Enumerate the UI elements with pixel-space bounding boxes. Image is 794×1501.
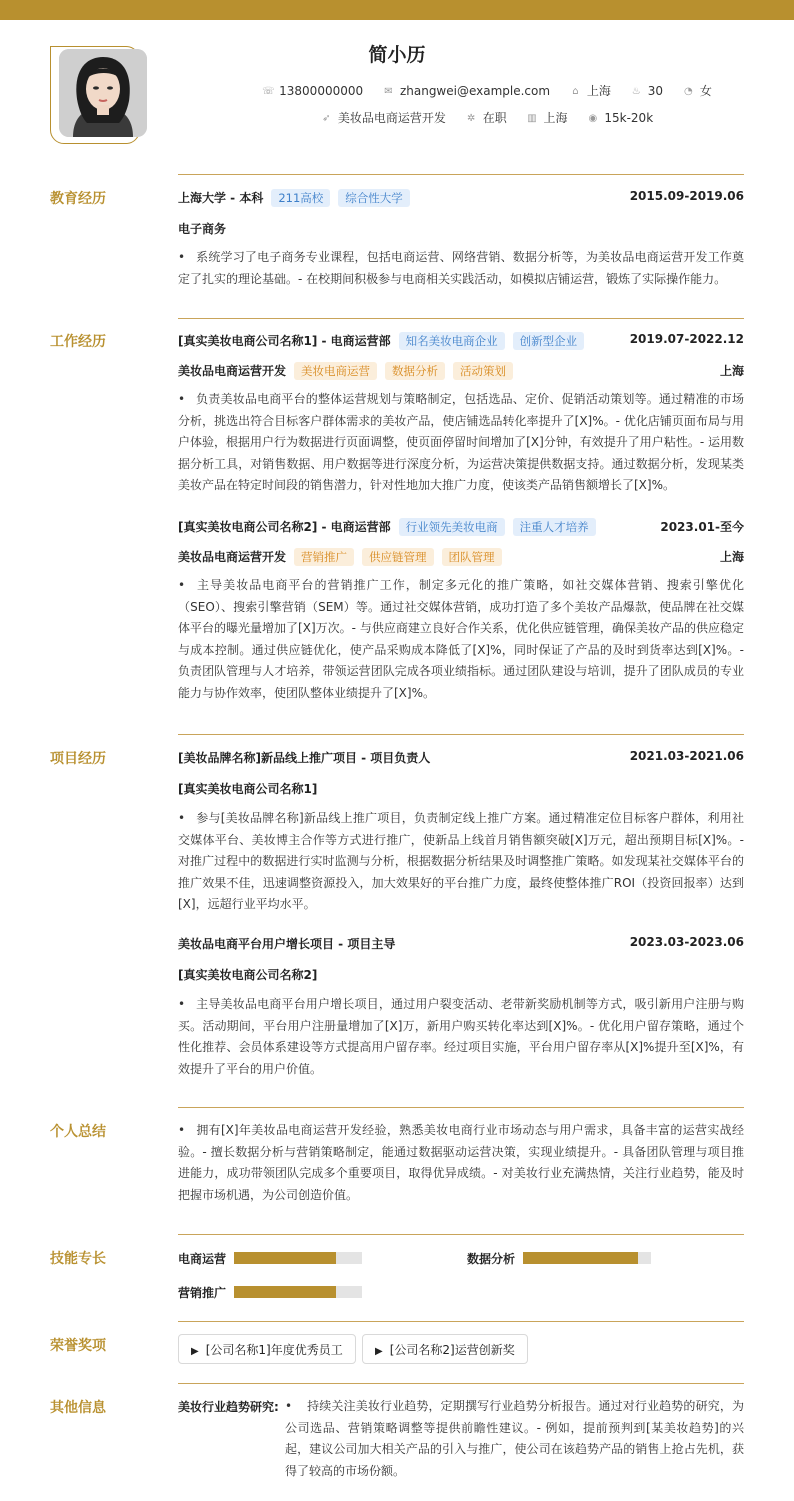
skill-tag: 供应链管理: [362, 548, 434, 566]
project-name: [美妆品牌名称]新品线上推广项目 - 项目负责人: [178, 751, 431, 765]
age-item: [631, 84, 663, 98]
candidate-name: 简小历: [368, 44, 426, 66]
home-icon: ⌂: [572, 86, 579, 97]
project-name: 美妆品电商平台用户增长项目 - 项目主导: [178, 937, 396, 951]
project-period: 2023.03-2023.06: [629, 935, 744, 949]
work-description-1: • 负责美妆品电商平台的整体运营规划与策略制定，包括选品、定价、促销活动策划等。通过精准的市场分析，挑选出符合目标客户群体需求的美妆产品，使店铺选品转化率提升了[X]%。- 优化店铺页面布局与用户体验，根据用户行为数据进行页面调整，使页面停留时间增加了[X]分钟，有效提升了用户粘性。- 运用数据分析工具，对销售数据、用户数据等进行深度分析，为运营决策提供数据支持。通过数据分析，发现某类美妆产品在特定时间段的销售潜力，针对性地加大推广力度，使该类产品销售额增长了[X]%。: [178, 392, 744, 492]
skill-bar: [234, 1286, 362, 1298]
cake-icon: ♨: [631, 86, 641, 97]
project-period: 2021.03-2021.06: [629, 749, 744, 763]
work-desc-text: 负责美妆品电商平台的整体运营规划与策略制定，包括选品、定价、促销活动策划等。通过精准的市场分析，挑选出符合目标客户群体需求的美妆产品，使店铺选品转化率提升了[X]%。- 优化店铺页面布局与用户体验，根据用户行为数据进行页面调整，使页面停留时间增加了[X]分钟，有效提升了用户粘性。- 运用数据分析工具，对销售数据、用户数据等进行深度分析，为运营决策提供数据支持。通过数据分析，发现某类美妆产品在特定时间段的销售潜力，针对性地加大推广力度，使该类产品销售额增长了[X]%。: [178, 392, 744, 492]
coin-icon: ◉: [588, 113, 598, 124]
education-header: [178, 189, 744, 207]
work-location: 上海: [719, 550, 744, 564]
other-desc-text: 持续关注美妆行业趋势，定期撰写行业趋势分析报告。通过对行业趋势的研究，为公司选品、营销策略调整等提供前瞻性建议。- 例如，提前预判到[某美妆趋势]的兴起，建议公司加大相关产品的引入与推广，使公司在该趋势产品的销售上抢占先机，获得了较高的市场份额。: [285, 1399, 744, 1478]
work-desc-text: 主导美妆品电商平台的营销推广工作，制定多元化的推广策略，如社交媒体营销、搜索引擎优化（SEO）、搜索引擎营销（SEM）等。通过社交媒体营销，成功打造了多个美妆产品爆款，使品牌在社交媒体平台的曝光量增加了[X]万次。- 与供应商建立良好合作关系，优化供应链管理，确保美妆产品的供应稳定与成本控制。通过供应链优化，使产品采购成本降低了[X]%，同时保证了产品的及时到货率达到[X]%。- 负责团队管理与人才培养，带领运营团队完成各项业绩指标。通过团队建设与培训，提升了团队成员的专业能力与协作效率，使团队整体业绩提升了[X]%。: [178, 578, 744, 700]
award-item: [178, 1334, 356, 1364]
city-item: [570, 82, 611, 99]
gender-item: [683, 82, 712, 99]
skill-bar-fill: [523, 1252, 638, 1264]
project-divider: [178, 734, 744, 735]
other-divider: [178, 1383, 744, 1384]
phone-icon: ☏: [262, 86, 275, 97]
work-header-2: [178, 518, 744, 536]
award-text: [公司名称1]年度优秀员工: [205, 1343, 343, 1357]
company-name: [真实美妆电商公司名称2] - 电商运营部: [178, 520, 391, 534]
project-company: [真实美妆电商公司名称1]: [178, 782, 318, 796]
project-section-title: 项目经历: [50, 751, 106, 767]
project-desc-text: 主导美妆品电商平台用户增长项目，通过用户裂变活动、老带新奖励机制等方式，吸引新用户注册与购买。活动期间，平台用户注册量增加了[X]万，新用户购买转化率达到[X]%。- 优化用户留存策略，通过个性化推荐、会员体系建设等方式提高用户留存率。经过项目实施，平台用户留存率从[X]%提升至[X]%，有效提升了平台的用户价值。: [178, 997, 744, 1076]
project-company-row-2: [178, 966, 744, 983]
paper-plane-icon: ➶: [322, 113, 331, 124]
status-item: [466, 109, 507, 126]
skills-section-title: 技能专长: [50, 1251, 106, 1267]
gender-text: 女: [699, 84, 712, 98]
school-tag: 211高校: [271, 189, 330, 207]
summary-section-title: 个人总结: [50, 1124, 106, 1140]
other-section-title: 其他信息: [50, 1400, 106, 1416]
skill-tag: 营销推广: [294, 548, 354, 566]
skill-tag: 数据分析: [385, 362, 445, 380]
skill-bar: [523, 1252, 651, 1264]
work-location: 上海: [719, 364, 744, 378]
major: 电子商务: [178, 222, 227, 236]
target-city-text: 上海: [543, 111, 568, 125]
education-desc-text: 系统学习了电子商务专业课程，包括电商运营、网络营销、数据分析等，为美妆品电商运营开发工作奠定了扎实的理论基础。- 在校期间积极参与电商相关实践活动，如模拟店铺运营，锻炼了实际操作能力。: [178, 250, 744, 286]
work-divider: [178, 318, 744, 319]
project-company: [真实美妆电商公司名称2]: [178, 968, 318, 982]
other-label: 美妆行业趋势研究:: [178, 1400, 279, 1414]
company-tag: 行业领先美妆电商: [399, 518, 505, 536]
skill-bar-fill: [234, 1286, 336, 1298]
summary-divider: [178, 1107, 744, 1108]
skill-bar-fill: [234, 1252, 336, 1264]
project-desc-text: 参与[美妆品牌名称]新品线上推广项目，负责制定线上推广方案。通过精准定位目标客户群体，利用社交媒体平台、美妆博主合作等方式进行推广，使新品上线首月销售额突破[X]万元，超出预期目标[X]%。- 对推广过程中的数据进行实时监测与分析，根据数据分析结果及时调整推广策略。如发现某社交媒体平台的推广效果不佳，迅速调整资源投入，加大效果好的平台推广力度，最终使整体推广ROI（投资回报率）达到[X]，远超行业平均水平。: [178, 811, 744, 911]
salary-item: [587, 111, 653, 125]
summary-text: 拥有[X]年美妆品电商运营开发经验，熟悉美妆电商行业市场动态与用户需求，具备丰富的运营实战经验。- 擅长数据分析与营销策略制定，能通过数据驱动运营决策，实现业绩提升。- 具备团队管理与项目推进能力，成功带领团队完成多个重要项目，取得优异成绩。- 对美妆行业充满热情，关注行业趋势，能及时把握市场机遇，为公司创造价值。: [178, 1123, 744, 1202]
city-text: 上海: [586, 84, 611, 98]
award-text: [公司名称2]运营创新奖: [389, 1343, 515, 1357]
work-role-row-2: [178, 548, 744, 566]
age-text: 30: [647, 84, 664, 98]
company-name: [真实美妆电商公司名称1] - 电商运营部: [178, 334, 391, 348]
skill-label: 营销推广: [178, 1286, 227, 1300]
work-period: 2023.01-至今: [660, 520, 744, 534]
job-title: 美妆品电商运营开发: [178, 364, 287, 378]
job-title: 美妆品电商运营开发: [178, 550, 287, 564]
award-item: [362, 1334, 528, 1364]
project-description-1: • 参与[美妆品牌名称]新品线上推广项目，负责制定线上推广方案。通过精准定位目标客户群体，利用社交媒体平台、美妆博主合作等方式进行推广，使新品上线首月销售额突破[X]万元，超出预期目标[X]%。- 对推广过程中的数据进行实时监测与分析，根据数据分析结果及时调整推广策略。如发现某社交媒体平台的推广效果不佳，迅速调整资源投入，加大效果好的平台推广力度，最终使整体推广ROI（投资回报率）达到[X]，远超行业平均水平。: [178, 811, 744, 911]
summary-description: • 拥有[X]年美妆品电商运营开发经验，熟悉美妆电商行业市场动态与用户需求，具备丰富的运营实战经验。- 擅长数据分析与营销策略制定，能通过数据驱动运营决策，实现业绩提升。- 具备团队管理与项目推进能力，成功带领团队完成多个重要项目，取得优异成绩。- 对美妆行业充满热情，关注行业趋势，能及时把握市场机遇，为公司创造价值。: [178, 1123, 744, 1202]
education-divider: [178, 174, 744, 175]
email-item: [383, 84, 550, 98]
honors-divider: [178, 1321, 744, 1322]
skill-bar: [234, 1252, 362, 1264]
project-header-1: [178, 749, 744, 766]
work-header-1: [178, 332, 744, 350]
mail-icon: ✉: [384, 86, 393, 97]
contact-row: [180, 82, 794, 99]
salary-text: 15k-20k: [604, 111, 654, 125]
education-period: 2015.09-2019.06: [629, 189, 744, 203]
status-text: 在职: [482, 111, 507, 125]
settings-icon: ✲: [466, 113, 476, 124]
play-triangle-icon: ▶: [191, 1346, 199, 1357]
target-city-item: [527, 109, 568, 126]
phone-item: [262, 84, 363, 98]
project-description-2: • 主导美妆品电商平台用户增长项目，通过用户裂变活动、老带新奖励机制等方式，吸引新用户注册与购买。活动期间，平台用户注册量增加了[X]万，新用户购买转化率达到[X]%。- 优化用户留存策略，通过个性化推荐、会员体系建设等方式提高用户留存率。经过项目实施，平台用户留存率从[X]%提升至[X]%，有效提升了平台的用户价值。: [178, 997, 744, 1076]
skill-tag: 团队管理: [442, 548, 502, 566]
gender-icon: ◔: [683, 86, 693, 97]
other-description: • 持续关注美妆行业趋势，定期撰写行业趋势分析报告。通过对行业趋势的研究，为公司选品、营销策略调整等提供前瞻性建议。- 例如，提前预判到[某美妆趋势]的兴起，建议公司加大相关产品的引入与推广，使公司在该趋势产品的销售上抢占先机，获得了较高的市场份额。: [285, 1399, 744, 1478]
company-tag: 知名美妆电商企业: [399, 332, 505, 350]
project-company-row-1: [178, 780, 744, 797]
work-role-row-1: [178, 362, 744, 380]
education-major-row: [178, 220, 744, 237]
phone-text: 13800000000: [279, 84, 364, 98]
building-icon: ▥: [527, 113, 537, 124]
education-description: • 系统学习了电子商务专业课程，包括电商运营、网络营销、数据分析等，为美妆品电商运营开发工作奠定了扎实的理论基础。- 在校期间积极参与电商相关实践活动，如模拟店铺运营，锻炼了实际操作能力。: [178, 250, 744, 286]
project-header-2: [178, 935, 744, 952]
job-intent-row: [180, 109, 794, 126]
education-section-title: 教育经历: [50, 191, 106, 207]
position-text: 美妆品电商运营开发: [337, 111, 446, 125]
skill-label: 数据分析: [467, 1252, 516, 1266]
company-tag: 注重人才培养: [513, 518, 596, 536]
honors-section-title: 荣誉奖项: [50, 1338, 106, 1354]
school-name: 上海大学 - 本科: [178, 191, 264, 205]
school-tag: 综合性大学: [338, 189, 410, 207]
email-text: zhangwei@example.com: [399, 84, 551, 98]
skill-tag: 美妆电商运营: [294, 362, 377, 380]
work-description-2: • 主导美妆品电商平台的营销推广工作，制定多元化的推广策略，如社交媒体营销、搜索引擎优化（SEO）、搜索引擎营销（SEM）等。通过社交媒体营销，成功打造了多个美妆产品爆款，使品牌在社交媒体平台的曝光量增加了[X]万次。- 与供应商建立良好合作关系，优化供应链管理，确保美妆产品的供应稳定与成本控制。通过供应链优化，使产品采购成本降低了[X]%，同时保证了产品的及时到货率达到[X]%。- 负责团队管理与人才培养，带领运营团队完成各项业绩指标。通过团队建设与培训，提升了团队成员的专业能力与协作效率，使团队整体业绩提升了[X]%。: [178, 578, 744, 700]
work-section-title: 工作经历: [50, 334, 106, 350]
position-item: [321, 109, 446, 126]
skill-tag: 活动策划: [453, 362, 513, 380]
company-tag: 创新型企业: [513, 332, 585, 350]
skills-divider: [178, 1234, 744, 1235]
play-triangle-icon: ▶: [375, 1346, 383, 1357]
work-period: 2019.07-2022.12: [629, 332, 744, 346]
top-accent-bar: [0, 0, 794, 20]
skill-label: 电商运营: [178, 1252, 227, 1266]
